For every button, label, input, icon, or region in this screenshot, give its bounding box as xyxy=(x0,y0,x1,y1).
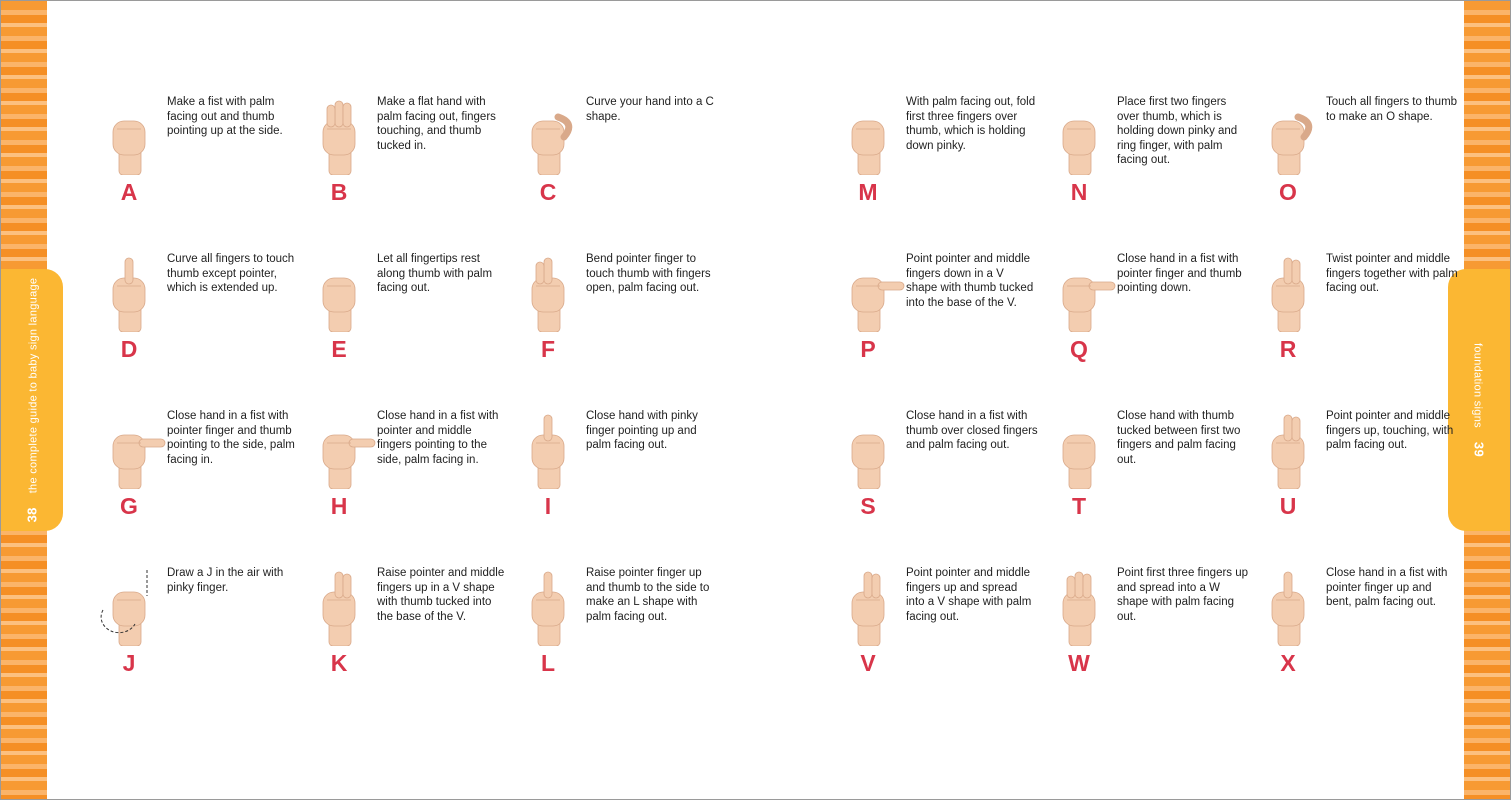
sign-letter: T xyxy=(1071,493,1087,519)
sign-a xyxy=(89,95,299,235)
sign-description: Place first two fingers over thumb, which is holding down pinky and ring finger, with palm facing out. xyxy=(1117,96,1238,167)
sign-letter: W xyxy=(1068,650,1090,676)
sign-q xyxy=(1039,252,1249,392)
sign-s xyxy=(828,409,1038,549)
sign-letter: B xyxy=(330,179,348,205)
sign-letter: N xyxy=(1070,179,1088,205)
sign-letter: U xyxy=(1279,493,1297,519)
sign-description: Raise pointer and middle fingers up in a V shape with thumb tucked into the base of the V. xyxy=(377,567,505,623)
left-page-number: 38 xyxy=(24,507,40,523)
sign-v xyxy=(828,566,1038,706)
hand-sign-v-icon xyxy=(828,566,908,646)
sign-letter: E xyxy=(331,336,347,362)
sign-letter: G xyxy=(120,493,138,519)
sign-letter: M xyxy=(858,179,878,205)
sign-h xyxy=(299,409,509,549)
hand-sign-k-icon xyxy=(299,566,379,646)
sign-letter: P xyxy=(860,336,876,362)
sign-description: Raise pointer finger up and thumb to the side to make an L shape with palm facing out. xyxy=(586,567,710,623)
sign-description: Close hand with thumb tucked between first two fingers and palm facing out. xyxy=(1117,410,1241,466)
sign-d xyxy=(89,252,299,392)
sign-letter: A xyxy=(120,179,138,205)
sign-description: With palm facing out, fold first three fingers over thumb, which is holding down pinky. xyxy=(906,96,1036,152)
sign-letter: K xyxy=(330,650,348,676)
sign-c xyxy=(508,95,718,235)
sign-b xyxy=(299,95,509,235)
hand-sign-m-icon xyxy=(828,95,908,175)
hand-sign-a-icon xyxy=(89,95,169,175)
right-tab-text xyxy=(1472,343,1487,457)
right-page-number: 39 xyxy=(1471,441,1487,457)
sign-letter: F xyxy=(540,336,556,362)
sign-description: Close hand in a fist with pointer and middle fingers pointing to the side, palm facing in. xyxy=(377,410,499,466)
sign-description: Close hand with pinky finger pointing up and palm facing out. xyxy=(586,410,698,452)
left-running-title: the complete guide to baby sign language xyxy=(27,277,40,494)
sign-letter: X xyxy=(1280,650,1296,676)
sign-letter: I xyxy=(544,493,552,519)
hand-sign-h-icon xyxy=(299,409,379,489)
sign-letter: J xyxy=(122,650,136,676)
hand-sign-e-icon xyxy=(299,252,379,332)
sign-description: Point pointer and middle fingers up and spread into a V shape with palm facing out. xyxy=(906,567,1032,623)
sign-description: Let all fingertips rest along thumb with palm facing out. xyxy=(377,253,493,295)
sign-description: Curve your hand into a C shape. xyxy=(586,96,714,123)
hand-sign-d-icon xyxy=(89,252,169,332)
sign-letter: C xyxy=(539,179,557,205)
sign-i xyxy=(508,409,718,549)
sign-description: Touch all fingers to thumb to make an O shape. xyxy=(1326,96,1458,123)
sign-description: Make a fist with palm facing out and thumb pointing up at the side. xyxy=(167,96,283,138)
hand-sign-r-icon xyxy=(1248,252,1328,332)
sign-x xyxy=(1248,566,1458,706)
hand-sign-b-icon xyxy=(299,95,379,175)
sign-g xyxy=(89,409,299,549)
right-running-title: foundation signs xyxy=(1471,343,1484,428)
hand-sign-u-icon xyxy=(1248,409,1328,489)
sign-description: Twist pointer and middle fingers together with palm facing out. xyxy=(1326,253,1458,295)
sign-r xyxy=(1248,252,1458,392)
sign-p xyxy=(828,252,1038,392)
hand-sign-q-icon xyxy=(1039,252,1119,332)
sign-description: Make a flat hand with palm facing out, fingers touching, and thumb tucked in. xyxy=(377,96,496,152)
sign-description: Curve all fingers to touch thumb except pointer, which is extended up. xyxy=(167,253,295,295)
sign-m xyxy=(828,95,1038,235)
left-page-tab xyxy=(1,269,63,531)
sign-description: Close hand in a fist with pointer finger and thumb pointing to the side, palm facing in. xyxy=(167,410,295,466)
sign-letter: D xyxy=(120,336,138,362)
sign-description: Point pointer and middle fingers down in a V shape with thumb tucked into the base of the V. xyxy=(906,253,1034,309)
hand-sign-j-icon xyxy=(89,566,169,646)
sign-e xyxy=(299,252,509,392)
sign-t xyxy=(1039,409,1249,549)
hand-sign-i-icon xyxy=(508,409,588,489)
sign-n xyxy=(1039,95,1249,235)
sign-u xyxy=(1248,409,1458,549)
sign-k xyxy=(299,566,509,706)
hand-sign-p-icon xyxy=(828,252,908,332)
sign-letter: V xyxy=(860,650,876,676)
hand-sign-f-icon xyxy=(508,252,588,332)
hand-sign-o-icon xyxy=(1248,95,1328,175)
sign-letter: L xyxy=(540,650,556,676)
sign-description: Draw a J in the air with pinky finger. xyxy=(167,567,284,594)
sign-w xyxy=(1039,566,1249,706)
sign-letter: R xyxy=(1279,336,1297,362)
sign-o xyxy=(1248,95,1458,235)
hand-sign-x-icon xyxy=(1248,566,1328,646)
sign-letter: O xyxy=(1279,179,1297,205)
sign-letter: H xyxy=(330,493,348,519)
hand-sign-t-icon xyxy=(1039,409,1119,489)
sign-description: Bend pointer finger to touch thumb with fingers open, palm facing out. xyxy=(586,253,711,295)
sign-f xyxy=(508,252,718,392)
hand-sign-g-icon xyxy=(89,409,169,489)
sign-letter: S xyxy=(860,493,876,519)
sign-j xyxy=(89,566,299,706)
hand-sign-c-icon xyxy=(508,95,588,175)
hand-sign-w-icon xyxy=(1039,566,1119,646)
sign-description: Close hand in a fist with pointer finger and thumb pointing down. xyxy=(1117,253,1242,295)
hand-sign-l-icon xyxy=(508,566,588,646)
hand-sign-n-icon xyxy=(1039,95,1119,175)
sign-description: Close hand in a fist with thumb over closed fingers and palm facing out. xyxy=(906,410,1038,452)
sign-letter: Q xyxy=(1070,336,1088,362)
left-tab-text xyxy=(25,278,40,523)
sign-description: Point pointer and middle fingers up, touching, with palm facing out. xyxy=(1326,410,1454,452)
sign-description: Close hand in a fist with pointer finger up and bent, palm facing out. xyxy=(1326,567,1448,609)
sign-l xyxy=(508,566,718,706)
hand-sign-s-icon xyxy=(828,409,908,489)
sign-description: Point first three fingers up and spread into a W shape with palm facing out. xyxy=(1117,567,1249,623)
